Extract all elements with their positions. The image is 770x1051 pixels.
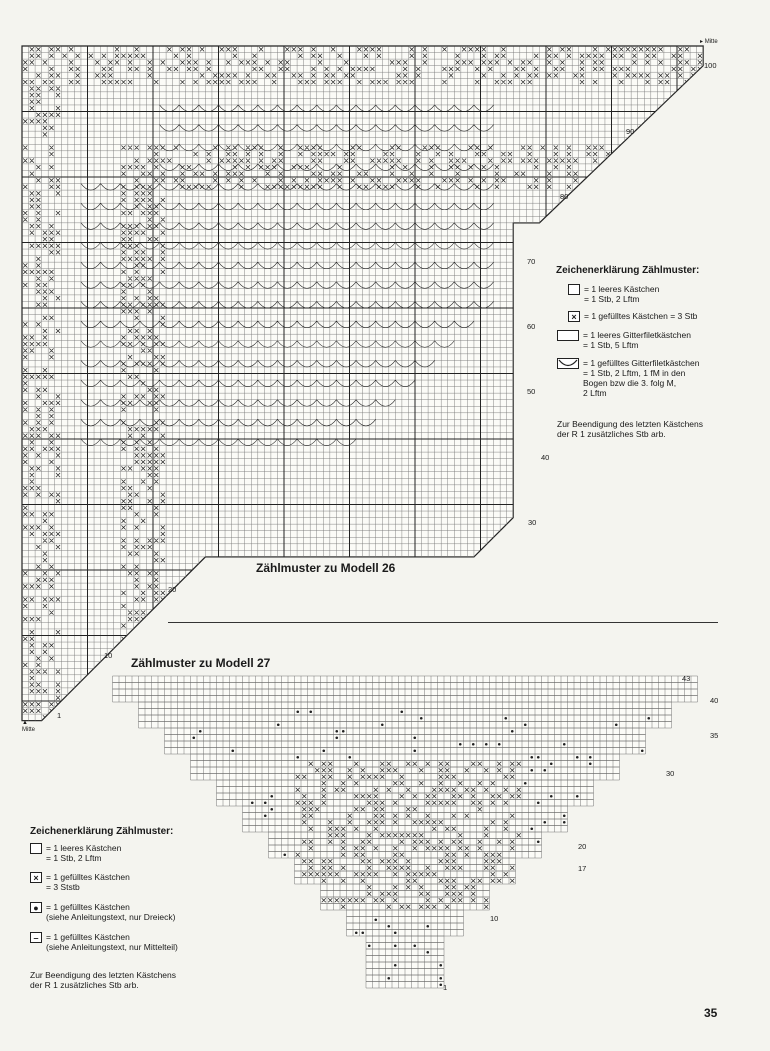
chart-26-row-label-40: 40 [541,453,550,462]
chart-27-cells [113,676,698,988]
chart-27-legend-dot: ● = 1 gefülltes Kästchen (siehe Anleitungstext, nur Dreieck) [30,902,175,922]
chart-27-row-label-35: 35 [710,731,719,740]
chart-26-row-label-100: 100 [704,61,717,70]
dot-square-icon: ● [30,902,42,913]
chart-26-row-label-80: 80 [560,192,569,201]
chart-26-row-label-20: 20 [168,585,177,594]
empty-square-icon [30,843,42,854]
chart-26-row-label-30: 30 [528,518,537,527]
chart-27-row-label-43: 43 [682,674,691,683]
chart-26-legend-empty: = 1 leeres Kästchen = 1 Stb, 2 Lftm [568,284,659,304]
chart-26-row-label-1: 1 [57,711,62,720]
chart-26-row-label-10: 10 [104,651,113,660]
empty-square-icon [568,284,580,295]
chart-26-row-label-60: 60 [527,322,536,331]
chart-27-legend-empty: = 1 leeres Kästchen = 1 Stb, 2 Lftm [30,843,121,863]
chart-26-legend-note: Zur Beendigung des letzten Kästchens der R 1 zusätzliches Stb arb. [557,419,704,439]
chart-26-caption: Zählmuster zu Modell 26 [256,561,396,575]
chart-26-legend-cross: × = 1 gefülltes Kästchen = 3 Stb [568,311,697,322]
chart-27-legend-cross: × = 1 gefülltes Kästchen = 3 Ststb [30,872,130,892]
chart-26-center-label-bottom: ▲ Mitte [22,720,36,733]
cross-square-icon: × [568,311,580,322]
dash-square-icon: – [30,932,42,943]
cross-square-icon: × [30,872,42,883]
chart-26-row-label-50: 50 [527,387,536,396]
chart-27-row-label-40: 40 [710,696,719,705]
chart-26-center-label-top: ▸ Mitte [700,39,718,45]
chart-27-legend-dash: – = 1 gefülltes Kästchen (siehe Anleitungstext, nur Mittelteil) [30,932,178,952]
chart-27-row-label-10: 10 [490,914,499,923]
chart-26-legend-arch: = 1 gefülltes Gitterfiletkästchen = 1 Stb, 2 Lftm, 1 fM in den Bogen bzw die 3. folg M, 2 Lftm [557,358,699,398]
chart-26-legend-title: Zeichenerklärung Zählmuster: [556,265,700,276]
chart-27-legend-note: Zur Beendigung des letzten Kästchens der R 1 zusätzliches Stb arb. [30,970,177,990]
chart-27-row-label-1: 1 [443,983,448,992]
chart-27-row-label-30: 30 [666,769,675,778]
section-divider [168,622,718,623]
chart-26-row-label-70: 70 [527,257,536,266]
lattice-square-icon [557,330,579,341]
page-number: 35 [704,1006,718,1020]
chart-27-caption: Zählmuster zu Modell 27 [131,656,271,670]
chart-27-row-label-17: 17 [578,864,587,873]
arch-square-icon [557,358,579,369]
chart-26-row-label-90: 90 [626,127,635,136]
chart-27-legend-title: Zeichenerklärung Zählmuster: [30,826,174,837]
chart-26-legend-lattice: = 1 leeres Gitterfiletkästchen = 1 Stb, 5 Lftm [557,330,691,350]
chart-27-row-label-20: 20 [578,842,587,851]
